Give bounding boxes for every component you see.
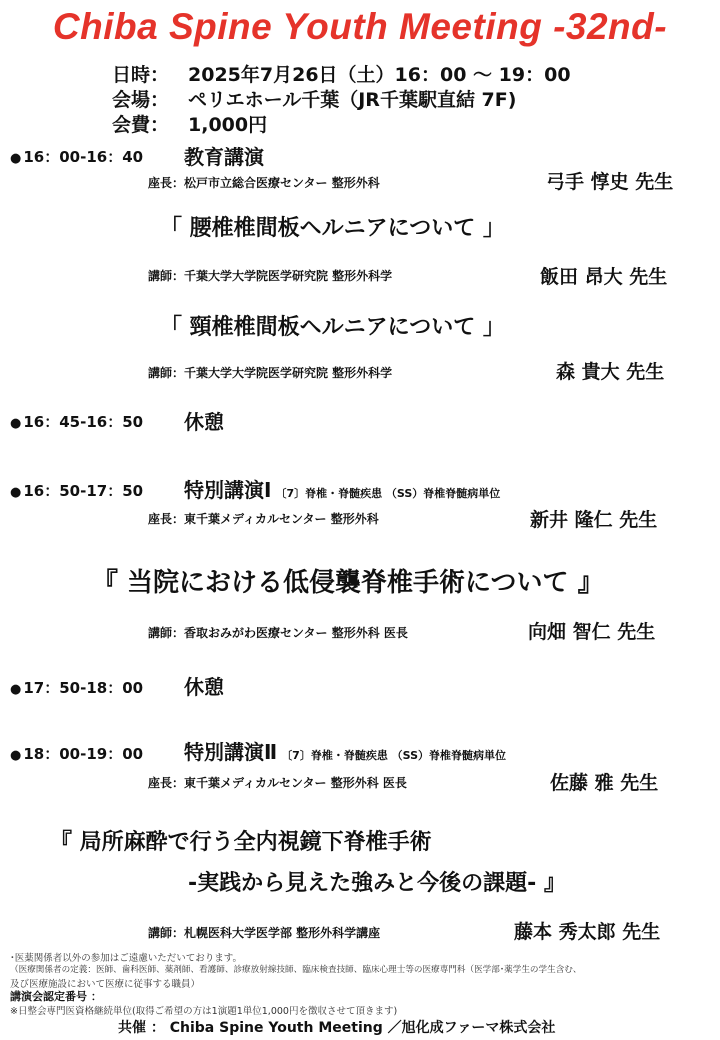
session3-time-text: 18：00-19：00: [23, 745, 144, 763]
venue-value: ペリエホール千葉（JR千葉駅直結 7F): [188, 89, 517, 111]
bullet-icon: ●: [10, 682, 22, 697]
session1-speaker1-role: 講師：千葉大学大学院医学研究院 整形外科学: [148, 269, 393, 283]
session3-title: [184, 736, 506, 765]
bullet-icon: ●: [10, 416, 22, 431]
session2-chair-name: 新井 隆仁 先生: [530, 509, 658, 531]
fee-label: 会費：: [112, 114, 170, 136]
session2-chair-role: 座長：東千葉メディカルセンター 整形外科: [148, 512, 379, 526]
session1-time-text: 16：00-16：40: [23, 148, 144, 166]
note-line1: ･医薬関係者以外の参加はご遠慮いただいております。: [10, 953, 242, 964]
session1-chair-name: 弓手 惇史 先生: [546, 171, 674, 193]
session2-credit: 〔7〕脊椎・脊髄疾患 （SS）脊椎脊髄病単位: [275, 487, 501, 500]
session1-time: [10, 146, 143, 167]
session3-topic-line2: -実践から見えた強みと今後の課題- 』: [188, 871, 566, 896]
certification-number: 講演会認定番号 ：: [10, 990, 102, 1003]
session1-topic2: 「 頸椎椎間板ヘルニアについて 」: [160, 315, 505, 340]
info-fee: [112, 110, 267, 137]
info-venue: [112, 85, 516, 112]
session1-speaker1-name: 飯田 昂大 先生: [540, 266, 668, 288]
session2-time-text: 16：50-17：50: [23, 482, 144, 500]
session3-speaker-role: 講師：札幌医科大学医学部 整形外科学講座: [148, 926, 381, 940]
session2-speaker-name: 向畑 智仁 先生: [528, 621, 656, 643]
bullet-icon: ●: [10, 485, 22, 500]
venue-label: 会場：: [112, 89, 170, 111]
info-date: [112, 60, 571, 87]
session3-chair-name: 佐藤 雅 先生: [550, 772, 659, 794]
session1-title: 教育講演: [184, 145, 264, 169]
session3-title-text: 特別講演Ⅱ: [184, 740, 278, 764]
session2-topic: 『 当院における低侵襲脊椎手術について 』: [92, 568, 604, 598]
session2-time: [10, 480, 143, 501]
break1-label: 休憩: [184, 410, 224, 434]
session2-title: [184, 474, 500, 503]
note-line2: （医療関係者の定義：医師、歯科医師、薬剤師、看護師、診療放射線技師、臨床検査技師、臨床心理士等の医療専門科（医学部･薬学生の学生含む、: [10, 965, 582, 975]
bullet-icon: ●: [10, 748, 22, 763]
fee-value: 1,000円: [188, 114, 268, 136]
break1-time-text: 16：45-16：50: [23, 413, 144, 431]
session1-topic1: 「 腰椎椎間板ヘルニアについて 」: [160, 216, 505, 241]
session3-speaker-name: 藤本 秀太郎 先生: [514, 921, 661, 943]
session1-chair-role: 座長：松戸市立総合医療センター 整形外科: [148, 176, 380, 190]
date-value: 2025年7月26日（土）16：00 ～ 19：00: [188, 64, 571, 86]
session3-topic-line1: 『 局所麻酔で行う全内視鏡下脊椎手術: [50, 830, 432, 855]
session2-title-text: 特別講演Ⅰ: [184, 478, 272, 502]
session3-chair-role: 座長：東千葉メディカルセンター 整形外科 医長: [148, 776, 407, 790]
note-line3: 及び医療施設において医療に従事する職員）: [10, 979, 201, 990]
break2-time: [10, 677, 143, 698]
session1-speaker2-name: 森 貴大 先生: [556, 361, 665, 383]
break1-time: [10, 411, 143, 432]
session1-speaker2-role: 講師：千葉大学大学院医学研究院 整形外科学: [148, 366, 393, 380]
event-title: Chiba Spine Youth Meeting -32nd-: [52, 6, 668, 47]
break2-time-text: 17：50-18：00: [23, 679, 144, 697]
break2-label: 休憩: [184, 675, 224, 699]
bullet-icon: ●: [10, 151, 22, 166]
note-line4: ※日整会専門医資格継続単位(取得ご希望の方は1演題1単位1,000円を徴収させて頂きます): [10, 1006, 398, 1017]
session2-speaker-role: 講師：香取おみがわ医療センター 整形外科 医長: [148, 626, 408, 640]
session3-credit: 〔7〕脊椎・脊髄疾患 （SS）脊椎脊髄病単位: [281, 749, 507, 762]
cohost-line: 共催 ： Chiba Spine Youth Meeting ／旭化成ファーマ株式会社: [118, 1020, 556, 1036]
date-label: 日時：: [112, 64, 170, 86]
session3-time: [10, 743, 143, 764]
